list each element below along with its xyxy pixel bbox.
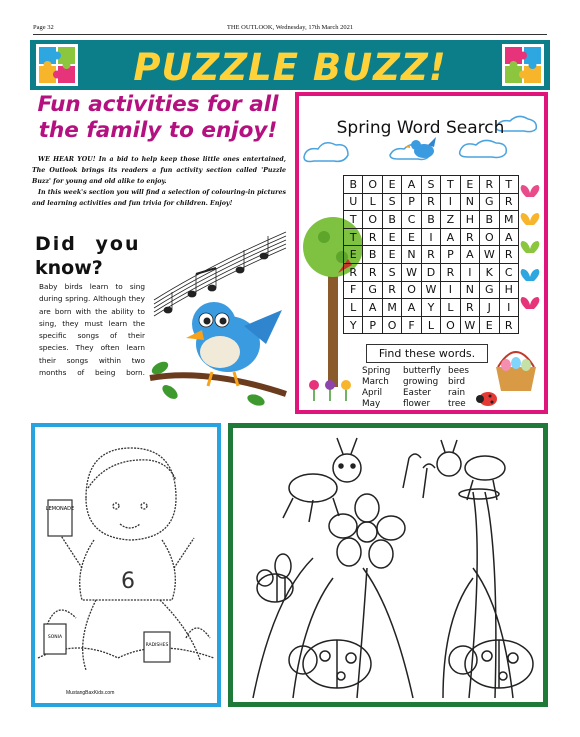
grid-row (344, 228, 519, 246)
word-item: Easter (403, 388, 432, 398)
word-item: rain (448, 388, 466, 398)
banner-title: PUZZLE BUZZ! (133, 46, 447, 89)
image-credit: MustangBaxKids.com (66, 690, 115, 696)
tagline-line: Fun activities for all (37, 92, 279, 117)
ant-icon (283, 438, 361, 522)
word-item: flower (403, 399, 431, 409)
grid-letter: R (344, 263, 363, 281)
shirt-number: 6 (121, 569, 135, 594)
word-item: bees (448, 366, 469, 376)
grid-letter: B (382, 211, 401, 229)
bird-on-branch-illustration (148, 226, 290, 416)
sonia-sign-text: SONIA (47, 635, 63, 640)
grid-letter: L (363, 193, 382, 211)
grid-letter: P (363, 316, 382, 334)
grid-letter: Y (421, 299, 440, 317)
grid-letter: F (402, 316, 421, 334)
flower-icon (329, 494, 405, 698)
grid-row (344, 176, 519, 194)
grid-letter: T (344, 211, 363, 229)
find-words-label: Find these words. (366, 344, 488, 363)
header-rule (33, 34, 547, 35)
grid-letter: Z (441, 211, 460, 229)
grid-row (344, 299, 519, 317)
grid-letter: O (363, 211, 382, 229)
grid-letter: C (499, 263, 519, 281)
grid-letter: B (363, 246, 382, 264)
grid-letter: O (402, 281, 421, 299)
grid-letter: Y (344, 316, 363, 334)
bee-icon (257, 554, 293, 602)
grid-letter: P (402, 193, 421, 211)
intro-text (32, 154, 286, 209)
grid-letter: F (344, 281, 363, 299)
grid-letter: I (441, 281, 460, 299)
page-header (33, 24, 547, 34)
grid-letter: E (402, 228, 421, 246)
butterfly-icon (521, 185, 540, 309)
ladybug-icon (449, 640, 533, 688)
word-item: Spring (362, 366, 391, 376)
grid-letter: K (480, 263, 499, 281)
grid-letter: O (382, 316, 401, 334)
intro-paragraph: WE HEAR YOU! In a bid to help keep those little ones entertained, The Outlook brings its readers a fun activity section called 'Puzzle Buzz' for young and old alike to enjoy. (32, 156, 286, 185)
grid-letter: S (382, 193, 401, 211)
grid-letter: I (499, 299, 519, 317)
grid-letter: E (382, 246, 401, 264)
grid-letter: A (363, 299, 382, 317)
grid-letter: R (499, 246, 519, 264)
grid-letter: B (344, 176, 363, 194)
grid-letter: A (441, 228, 460, 246)
bugs-line-art (233, 428, 543, 702)
word-column (362, 366, 390, 410)
grid-letter: E (382, 176, 401, 194)
grid-letter: W (460, 316, 479, 334)
grid-row (344, 316, 519, 334)
word-item: May (362, 399, 381, 409)
tagline (30, 92, 286, 144)
grid-letter: M (382, 299, 401, 317)
grid-letter: W (421, 281, 440, 299)
puzzle-icon (502, 44, 544, 86)
grid-letter: D (421, 263, 440, 281)
grid-letter: O (441, 316, 460, 334)
grid-letter: E (460, 176, 479, 194)
word-column (448, 366, 469, 410)
heading-line: Did you (35, 233, 141, 255)
grid-letter: L (441, 299, 460, 317)
word-item: bird (448, 377, 466, 387)
puzzle-buzz-banner (30, 40, 550, 90)
ladybug-icon (476, 392, 497, 406)
grid-letter: R (441, 263, 460, 281)
grid-letter: I (421, 228, 440, 246)
word-item: growing (403, 377, 439, 387)
page-number: Page 32 (33, 24, 54, 31)
grid-row (344, 193, 519, 211)
intro-paragraph: In this week's section you will find a selection of colouring-in pictures and learning activities and fun trivia for children. Enjoy! (32, 189, 286, 207)
grid-letter: O (363, 176, 382, 194)
grid-letter: G (480, 193, 499, 211)
grid-letter: R (382, 281, 401, 299)
grid-letter: R (499, 193, 519, 211)
grid-letter: H (460, 211, 479, 229)
lemonade-sign-text: LEMONADE (45, 506, 75, 512)
grid-letter: R (363, 228, 382, 246)
grid-letter: O (480, 228, 499, 246)
word-item: tree (448, 399, 466, 409)
grid-letter: T (344, 228, 363, 246)
flower-icon (309, 380, 351, 401)
fact-text: Baby birds learn to sing during spring. Although they are born with the ability to sing, they must learn the specific songs of their species. They often learn their songs within two (39, 282, 145, 365)
grid-letter: E (382, 228, 401, 246)
heading-line: know? (35, 257, 103, 279)
fact-text-last: months of being born. (39, 368, 145, 378)
word-search-grid (343, 175, 519, 334)
grid-letter: R (421, 193, 440, 211)
grid-letter: N (460, 193, 479, 211)
grid-letter: A (402, 176, 421, 194)
grid-letter: S (421, 176, 440, 194)
grid-letter: G (480, 281, 499, 299)
grid-row (344, 211, 519, 229)
radishes-sign-text: RADISHES (145, 643, 169, 648)
grid-letter: R (363, 263, 382, 281)
word-item: April (362, 388, 383, 398)
did-you-know-body (39, 281, 145, 379)
grid-letter: W (402, 263, 421, 281)
grid-letter: G (363, 281, 382, 299)
grid-letter: H (499, 281, 519, 299)
word-item: March (362, 377, 389, 387)
grid-row (344, 281, 519, 299)
grid-letter: L (344, 299, 363, 317)
grid-letter: E (344, 246, 363, 264)
grid-letter: U (344, 193, 363, 211)
grid-letter: A (499, 228, 519, 246)
boy-line-art (36, 428, 216, 702)
grid-letter: T (441, 176, 460, 194)
did-you-know-heading (35, 232, 145, 280)
grid-letter: R (421, 246, 440, 264)
grid-letter: N (402, 246, 421, 264)
grid-letter: W (480, 246, 499, 264)
grid-row (344, 246, 519, 264)
word-search-title: Spring Word Search (336, 118, 505, 138)
grid-letter: R (460, 299, 479, 317)
grid-letter: B (480, 211, 499, 229)
grid-letter: R (499, 316, 519, 334)
grid-letter: I (460, 263, 479, 281)
word-column (403, 366, 441, 410)
grid-letter: A (460, 246, 479, 264)
grid-letter: R (460, 228, 479, 246)
tagline-line: the family to enjoy! (38, 118, 278, 143)
basket-icon (496, 352, 536, 391)
grid-letter: M (499, 211, 519, 229)
word-item: butterfly (403, 366, 441, 376)
grid-letter: I (441, 193, 460, 211)
grid-letter: J (480, 299, 499, 317)
grid-letter: C (402, 211, 421, 229)
grid-letter: R (480, 176, 499, 194)
grid-letter: B (421, 211, 440, 229)
grid-letter: S (382, 263, 401, 281)
grid-letter: L (421, 316, 440, 334)
grid-letter: E (480, 316, 499, 334)
grid-letter: T (499, 176, 519, 194)
grid-letter: N (460, 281, 479, 299)
masthead: THE OUTLOOK, Wednesday, 17th March 2021 (226, 24, 354, 31)
grid-letter: P (441, 246, 460, 264)
grid-letter: A (402, 299, 421, 317)
grid-row (344, 263, 519, 281)
